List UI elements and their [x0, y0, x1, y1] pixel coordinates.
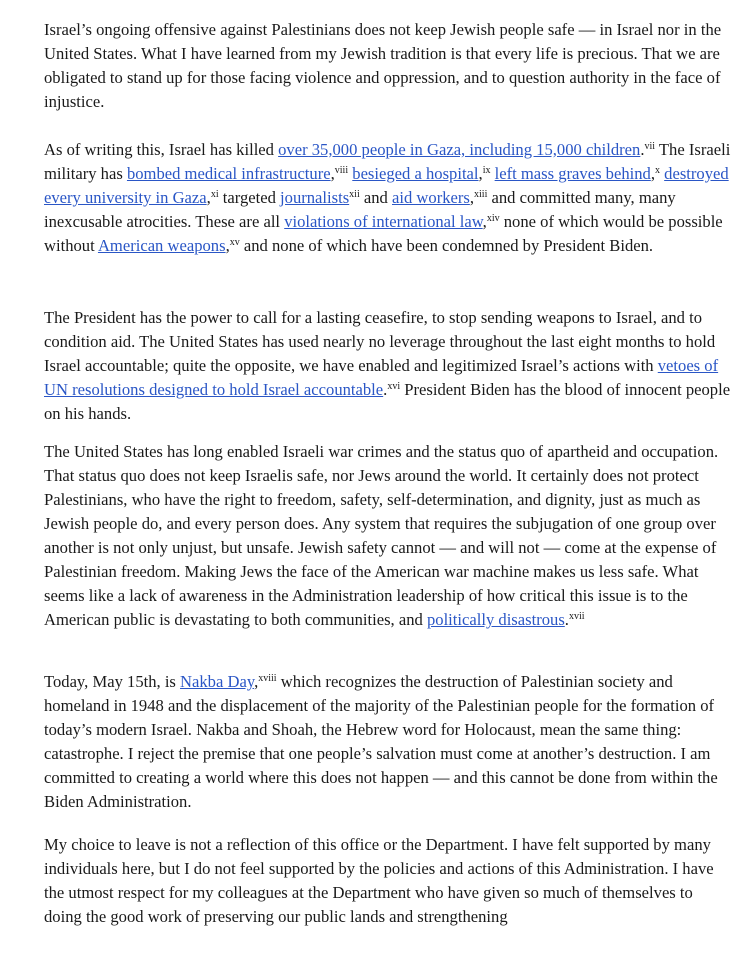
paragraph-4 — [44, 440, 734, 632]
paragraph-text: Israel’s ongoing offensive against Palestinians does not keep Jewish people safe — in Israel nor in the United States. What I have learned from my Jewish tradition is that every life is precious. That we are obligated to stand up for those facing violence and oppression, and to question authority in the face of injustice. — [44, 20, 722, 111]
link-journalists[interactable]: journalists — [280, 188, 350, 207]
text-run: , — [206, 188, 211, 207]
link-nakba-day[interactable]: Nakba Day — [180, 672, 255, 691]
footnote-viii: viii — [334, 165, 349, 176]
text-run: , — [330, 164, 335, 183]
paragraph-3 — [44, 306, 734, 426]
link-mass-graves[interactable]: left mass graves behind — [494, 164, 651, 183]
footnote-xiii: xiii — [474, 189, 488, 200]
link-un-vetoes[interactable]: vetoes of UN resolutions designed to hold Israel accountable — [44, 356, 719, 399]
text-run: and none of which have been condemned by President Biden. — [239, 236, 654, 255]
text-run: , — [225, 236, 230, 255]
link-american-weapons[interactable]: American weapons — [97, 236, 226, 255]
text-run: . — [383, 380, 388, 399]
text-run: , — [650, 164, 655, 183]
footnote-xviii: xviii — [258, 673, 277, 684]
footnote-xvi: xvi — [387, 381, 401, 392]
footnote-vii: vii — [644, 141, 656, 152]
text-run: Today, May 15th, is — [44, 672, 181, 691]
text-run: , — [482, 212, 487, 231]
footnote-x: x — [655, 165, 660, 176]
text-run: President Biden has the blood of innocent people on his hands. — [44, 380, 731, 423]
footnote-ix: ix — [482, 165, 491, 176]
link-besieged-hospital[interactable]: besieged a hospital — [352, 164, 479, 183]
link-aid-workers[interactable]: aid workers — [392, 188, 470, 207]
paragraph-6 — [44, 833, 734, 929]
period: . — [640, 140, 645, 159]
text-run: , — [254, 672, 259, 691]
paragraph-2 — [44, 138, 734, 258]
paragraph-text: My choice to leave is not a reflection of this office or the Department. I have felt supported by many individuals here, but I do not feel supported by the policies and actions of this Administration. I have the utmost respect for my colleagues at the Department who have given so much of themselves to doing the good work of preserving our public lands and strengthening — [44, 835, 714, 926]
text-run: As of writing this, Israel has killed — [44, 140, 279, 159]
link-politically-disastrous[interactable]: politically disastrous — [426, 610, 565, 629]
text-run: The Israeli military has — [44, 140, 731, 183]
text-run: , — [469, 188, 475, 207]
link-international-law[interactable]: violations of international law — [284, 212, 483, 231]
text-run: which recognizes the destruction of Palestinian society and homeland in 1948 and the displacement of the majority of the Palestinian people for the formation of today’s modern Israel. Nakba and Shoah, the Hebrew word for Holocaust, mean the same thing: catastrophe. I reject the premise that one people’s salvation must come at another’s destruction. I am committed to creating a world where this does not happen — and this cannot be done from within the Biden Administration. — [44, 672, 718, 811]
text-run: . — [564, 610, 569, 629]
footnote-xvii: xvii — [568, 611, 585, 622]
text-run: and — [359, 188, 392, 207]
footnote-xiv: xiv — [486, 213, 500, 224]
text-run: targeted — [218, 188, 281, 207]
paragraph-5 — [44, 670, 734, 814]
text-run: , — [478, 164, 483, 183]
link-gaza-death-toll[interactable]: over 35,000 people in Gaza, including 15,000 children — [278, 140, 641, 159]
footnote-xi: xi — [210, 189, 219, 200]
paragraph-1 — [44, 18, 734, 114]
text-run: none of which would be possible without — [44, 212, 723, 255]
link-universities[interactable]: destroyed every university in Gaza — [44, 164, 729, 207]
text-run: The President has the power to call for a lasting ceasefire, to stop sending weapons to Israel, and to condition aid. The United States has used nearly no leverage throughout the last eight months to hold Israel accountable; quite the opposite, we have enabled and legitimized Israel’s actions with — [44, 308, 716, 375]
footnote-xv: xv — [229, 237, 240, 248]
link-medical-infrastructure[interactable]: bombed medical infrastructure — [126, 164, 331, 183]
footnote-xii: xii — [349, 189, 360, 200]
text-run: and committed many, many inexcusable atrocities. These are all — [44, 188, 676, 231]
text-run: The United States has long enabled Israeli war crimes and the status quo of apartheid and occupation. That status quo does not keep Israelis safe, nor Jews around the world. It certainly does not protect Palestinians, who have the right to freedom, safety, self-determination, and dignity, just as much as Jewish people do, and every person does. Any system that requires the subjugation of one group over another is not only unjust, but unsafe. Jewish safety cannot — and will not — come at the expense of Palestinian freedom. Making Jews the face of the American war machine makes us less safe. What seems like a lack of awareness in the Administration leadership of how critical this issue is to the American public is devastating to both communities, and — [44, 442, 719, 629]
